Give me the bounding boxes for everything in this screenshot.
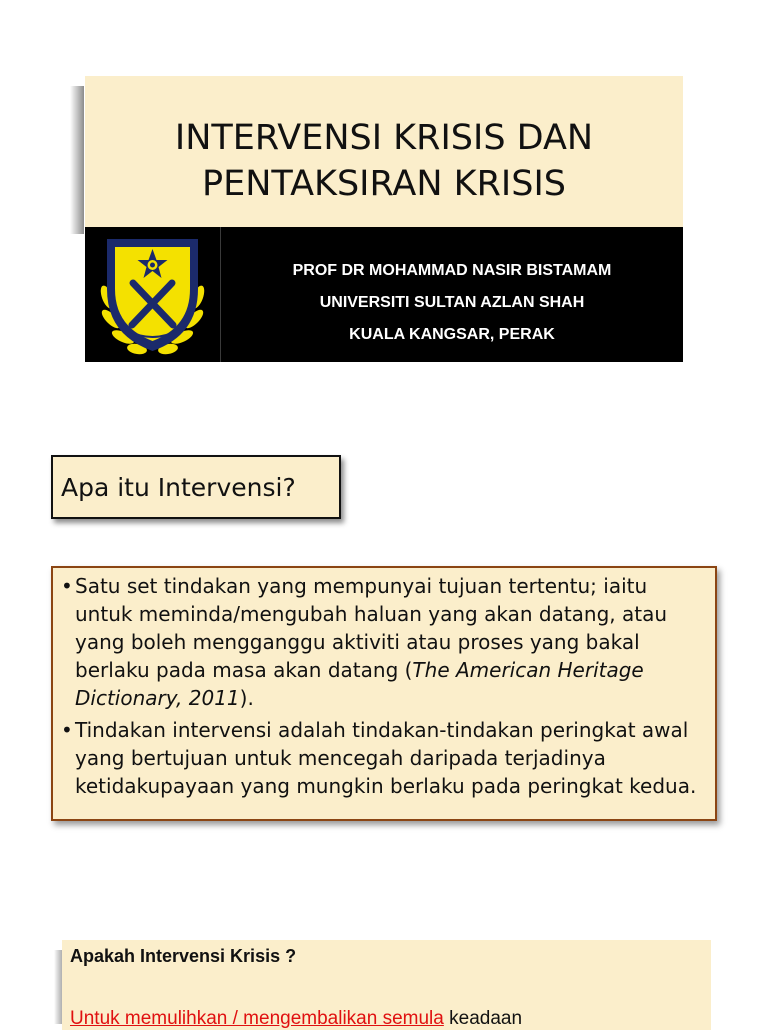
- author-name: PROF DR MOHAMMAD NASIR BISTAMAM: [292, 262, 612, 279]
- slide1-shadow: [70, 86, 84, 234]
- bullet1-line4-text: berlaku pada masa akan datang (: [75, 658, 413, 682]
- title-line-2: PENTAKSIRAN KRISIS: [202, 163, 566, 204]
- slide-title: [175, 115, 593, 207]
- university-crest-icon: [85, 227, 220, 362]
- slide3: [62, 940, 711, 1030]
- bullet2-line1: Tindakan intervensi adalah tindakan-tindakan peringkat awal: [75, 718, 689, 742]
- bullet1-line3: yang boleh mengganggu aktiviti atau proses yang bakal: [75, 630, 640, 654]
- citation-year: Dictionary, 2011: [75, 686, 240, 710]
- body-text: keadaan: [443, 1008, 523, 1029]
- definition-box: [51, 566, 717, 821]
- bullet-icon: •: [61, 574, 73, 598]
- title-slide: [85, 76, 683, 362]
- section-heading-box: [51, 455, 341, 519]
- institution-location: KUALA KANGSAR, PERAK: [349, 326, 555, 343]
- bullet1-line1: Satu set tindakan yang mempunyai tujuan tertentu; iaitu: [75, 574, 648, 598]
- section-heading: Apa itu Intervensi?: [61, 472, 296, 502]
- list-item: [61, 716, 721, 800]
- highlight-text: Untuk memulihkan / mengembalikan semula: [70, 1008, 444, 1029]
- title-area: [85, 76, 683, 227]
- bullet2-line3: ketidakupayaan yang mungkin berlaku pada peringkat kedua.: [75, 774, 697, 798]
- author-info: [221, 255, 683, 351]
- title-line-1: INTERVENSI KRISIS DAN: [174, 117, 594, 158]
- list-item: [61, 572, 721, 712]
- citation-title: The American Heritage: [412, 658, 644, 682]
- bullet1-line5-text: ).: [239, 686, 254, 710]
- author-band: [85, 227, 683, 362]
- bullet1-line2: untuk meminda/mengubah haluan yang akan datang, atau: [75, 602, 668, 626]
- institution-name: UNIVERSITI SULTAN AZLAN SHAH: [319, 294, 585, 311]
- definition-list: [61, 572, 721, 804]
- slide3-heading: Apakah Intervensi Krisis ?: [70, 946, 297, 966]
- bullet2-line2: yang bertujuan untuk mencegah daripada terjadinya: [75, 746, 606, 770]
- slide3-line: [70, 1008, 522, 1030]
- bullet-icon: •: [61, 718, 73, 742]
- logo-area: [85, 227, 221, 362]
